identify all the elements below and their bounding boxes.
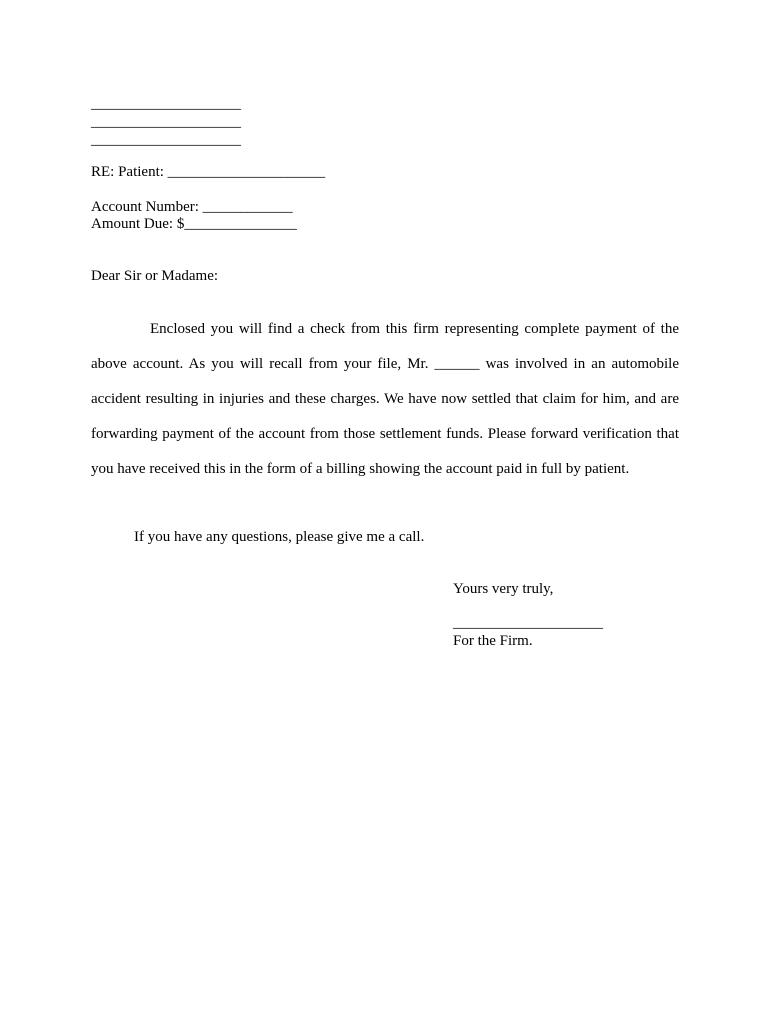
body-paragraph (91, 312, 679, 487)
address-line-2: ____________________ (91, 114, 241, 130)
questions-line: If you have any questions, please give me a call. (134, 529, 425, 545)
signature-name: For the Firm. (453, 633, 533, 649)
re-patient-line: RE: Patient: _____________________ (91, 164, 326, 180)
salutation: Dear Sir or Madame: (91, 268, 219, 284)
amount-due-line: Amount Due: $_______________ (91, 216, 297, 232)
address-line-3: ____________________ (91, 132, 241, 148)
account-number-line: Account Number: ____________ (91, 199, 293, 215)
address-line-1: ____________________ (91, 96, 241, 112)
body-paragraph-text: Enclosed you will find a check from this firm representing complete payment of the above account. As you will recall from your file, Mr. ______ was involved in an automobile accident resulting in injuries and these charges. We have now settled that claim for him, and are forwarding payment of the account from those settlement funds. Please forward verification that you have received this in the form of a billing showing the account paid in full by patient. (91, 321, 679, 477)
signature-line: ____________________ (453, 615, 603, 631)
closing-phrase: Yours very truly, (453, 581, 554, 597)
